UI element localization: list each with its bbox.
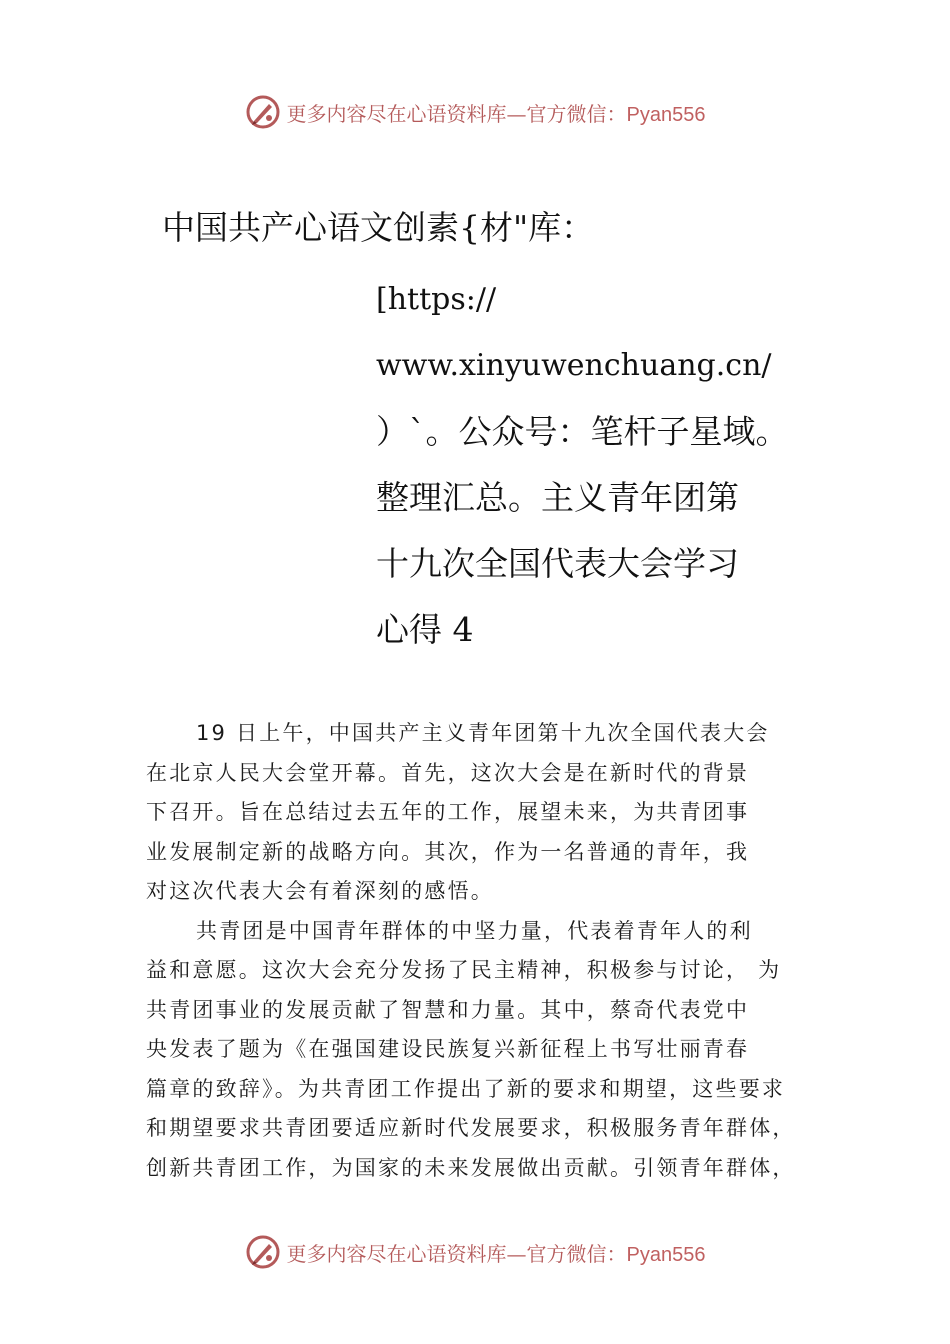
- header-banner-text: [287, 98, 706, 127]
- body-line: 下召开。旨在总结过去五年的工作，展望未来，为共青团事: [146, 800, 750, 824]
- header-banner-main: 更多内容尽在心语资料库—官方微信：: [286, 101, 627, 126]
- title-line: [https://: [376, 282, 497, 317]
- title-line: 整理汇总。主义青年团第: [376, 478, 739, 517]
- title-line: 十九次全国代表大会学习: [376, 544, 739, 583]
- body-line: 对这次代表大会有着深刻的感悟。: [146, 879, 494, 903]
- body-line: 益和意愿。这次大会充分发扬了民主精神，积极参与讨论， 为: [146, 958, 782, 982]
- header-banner: [0, 92, 950, 132]
- pen-seal-logo-icon: [245, 94, 281, 130]
- document-title-line1: 中国共产心语文创素{材"库：: [162, 208, 595, 247]
- body-line: 19 日上午，中国共产主义青年团第十九次全国代表大会: [196, 721, 770, 745]
- title-line: ）`。公众号：笔杆子星域。: [376, 412, 789, 451]
- pen-seal-logo-icon: [245, 1234, 281, 1270]
- body-line: 和期望要求共青团要适应新时代发展要求，积极服务青年群体，: [146, 1116, 796, 1140]
- body-line: 业发展制定新的战略方向。其次，作为一名普通的青年，我: [146, 839, 750, 864]
- footer-wechat-id: Pyan556: [626, 1243, 706, 1266]
- footer-banner-text: [287, 1238, 706, 1267]
- footer-banner-main: 更多内容尽在心语资料库—官方微信：: [286, 1241, 627, 1266]
- document-body: [146, 714, 808, 1188]
- body-line: 创新共青团工作，为国家的未来发展做出贡献。引领青年群体，: [146, 1155, 796, 1180]
- body-line: 在北京人民大会堂开幕。首先，这次大会是在新时代的背景: [146, 760, 750, 785]
- body-line: 共青团事业的发展贡献了智慧和力量。其中，蔡奇代表党中: [146, 997, 750, 1022]
- body-line: 央发表了题为《在强国建设民族复兴新征程上书写壮丽青春: [146, 1037, 750, 1061]
- header-wechat-id: Pyan556: [626, 103, 706, 126]
- title-line: 心得 4: [376, 610, 474, 649]
- body-line: 共青团是中国青年群体的中坚力量，代表着青年人的利: [196, 918, 753, 943]
- document-title-block: [376, 267, 816, 663]
- body-line: 篇章的致辞》。为共青团工作提出了新的要求和期望，这些要求: [146, 1076, 786, 1101]
- title-line: www.xinyuwenchuang.cn/: [376, 348, 772, 383]
- footer-banner: [0, 1232, 950, 1272]
